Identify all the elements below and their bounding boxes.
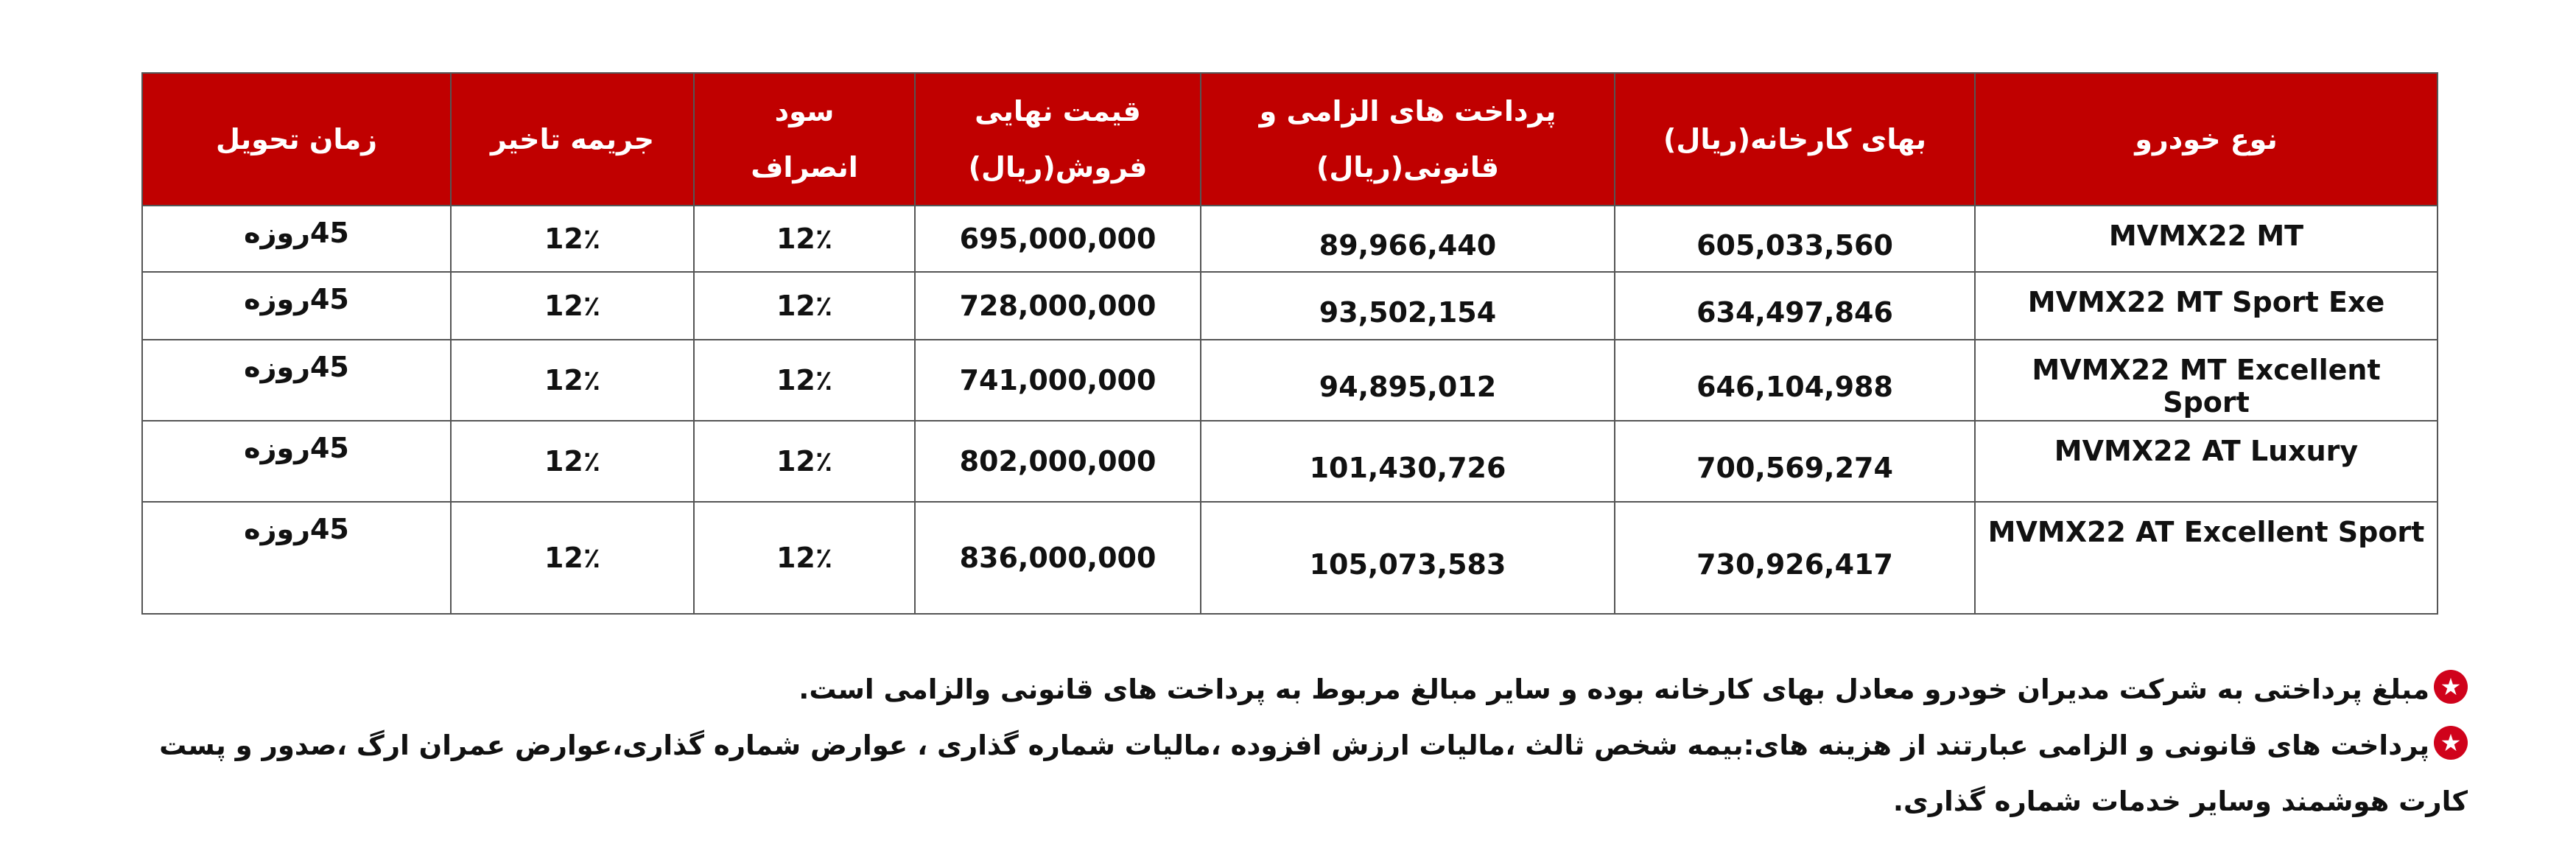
cell-final-price: 728,000,000 — [915, 272, 1201, 340]
cell-delivery-time: 45روزه — [142, 502, 451, 614]
header-model: نوع خودرو — [1975, 73, 2438, 206]
cell-factory-price: 646,104,988 — [1615, 340, 1975, 421]
table-row — [142, 272, 2438, 340]
cell-model: MVMX22 AT Luxury — [1975, 421, 2438, 502]
cell-cancellation-fee: 12٪ — [694, 421, 915, 502]
cell-legal-payments: 105,073,583 — [1201, 502, 1615, 614]
cell-final-price: 695,000,000 — [915, 206, 1201, 272]
cell-model: MVMX22 MT Sport Exe — [1975, 272, 2438, 340]
cell-final-price: 836,000,000 — [915, 502, 1201, 614]
cell-final-price: 802,000,000 — [915, 421, 1201, 502]
cell-delay-penalty: 12٪ — [451, 502, 694, 614]
cell-model: MVMX22 MT Excellent Sport — [1975, 340, 2438, 421]
header-final-price: قیمت نهایی فروش(ریال) — [915, 73, 1201, 206]
cell-delay-penalty: 12٪ — [451, 340, 694, 421]
cell-delay-penalty: 12٪ — [451, 206, 694, 272]
note-text: مبلغ پرداختی به شرکت مدیران خودرو معادل بهای کارخانه بوده و سایر مبالغ مربوط به پرداخت های قانونی والزامی است. — [799, 674, 2429, 705]
cell-legal-payments: 101,430,726 — [1201, 421, 1615, 502]
star-bullet-icon: ★ — [2434, 670, 2468, 704]
cell-factory-price: 730,926,417 — [1615, 502, 1975, 614]
cell-cancellation-fee: 12٪ — [694, 206, 915, 272]
table-row — [142, 206, 2438, 272]
cell-delivery-time: 45روزه — [142, 421, 451, 502]
cell-factory-price: 700,569,274 — [1615, 421, 1975, 502]
header-legal-payments: پرداخت های الزامی و قانونی(ریال) — [1201, 73, 1615, 206]
cell-legal-payments: 89,966,440 — [1201, 206, 1615, 272]
cell-delay-penalty: 12٪ — [451, 421, 694, 502]
note-text: پرداخت های قانونی و الزامی عبارتند از هزینه های:بیمه شخص ثالث ،مالیات ارزش افزوده ،مالیات شماره گذاری ، عوارض شماره گذاری،عوارض عمران ارگ ،صدور و پست کارت هوشمند وسایر خدمات شماره گذاری. — [159, 730, 2468, 817]
table-row — [142, 421, 2438, 502]
cell-cancellation-fee: 12٪ — [694, 502, 915, 614]
cell-model: MVMX22 MT — [1975, 206, 2438, 272]
cell-delivery-time: 45روزه — [142, 340, 451, 421]
cell-model: MVMX22 AT Excellent Sport — [1975, 502, 2438, 614]
cell-legal-payments: 94,895,012 — [1201, 340, 1615, 421]
table-row — [142, 340, 2438, 421]
cell-final-price: 741,000,000 — [915, 340, 1201, 421]
cell-factory-price: 634,497,846 — [1615, 272, 1975, 340]
note-item — [118, 662, 2468, 718]
note-item — [118, 718, 2468, 830]
cell-delivery-time: 45روزه — [142, 206, 451, 272]
price-table — [141, 72, 2438, 615]
header-factory-price: بهای کارخانه(ریال) — [1615, 73, 1975, 206]
cell-cancellation-fee: 12٪ — [694, 272, 915, 340]
table-header-row — [142, 73, 2438, 206]
cell-delay-penalty: 12٪ — [451, 272, 694, 340]
cell-legal-payments: 93,502,154 — [1201, 272, 1615, 340]
star-bullet-icon: ★ — [2434, 726, 2468, 760]
header-delivery-time: زمان تحویل — [142, 73, 451, 206]
notes — [118, 662, 2468, 830]
table-row — [142, 502, 2438, 614]
header-cancellation-fee: سود انصراف — [694, 73, 915, 206]
header-delay-penalty: جریمه تاخیر — [451, 73, 694, 206]
cell-factory-price: 605,033,560 — [1615, 206, 1975, 272]
cell-delivery-time: 45روزه — [142, 272, 451, 340]
cell-cancellation-fee: 12٪ — [694, 340, 915, 421]
